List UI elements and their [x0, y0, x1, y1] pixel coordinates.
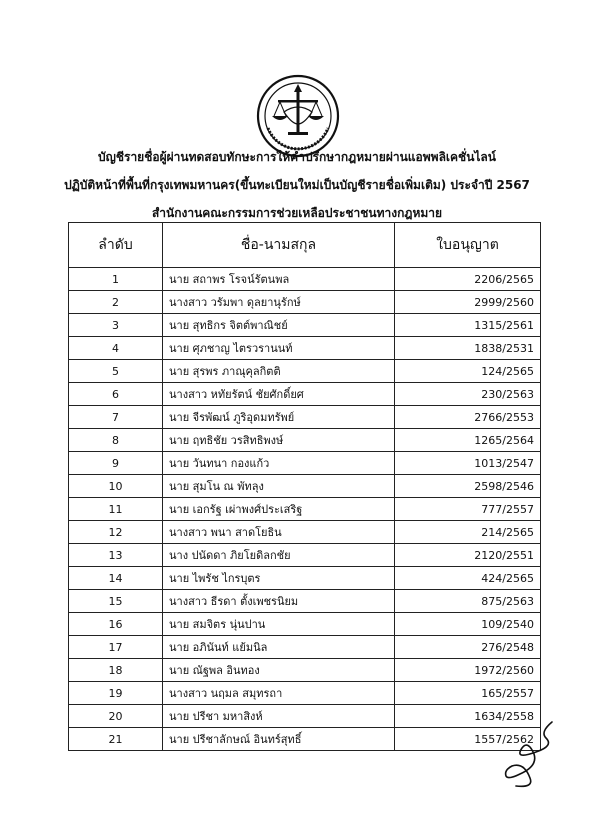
row-full-name: นางสาว นฤมล สมุทรถา [163, 682, 395, 705]
table-row [69, 705, 541, 728]
roster-table [68, 222, 541, 751]
row-license: 777/2557 [395, 498, 541, 521]
row-license: 1265/2564 [395, 429, 541, 452]
agency-seal-logo [254, 72, 342, 160]
scales-of-justice-seal-icon [254, 72, 342, 160]
table-row [69, 636, 541, 659]
row-full-name: นาย ไพรัช ไกรบุตร [163, 567, 395, 590]
row-number: 18 [69, 659, 163, 682]
row-full-name: นาย สถาพร โรจน์รัตนพล [163, 268, 395, 291]
table-row [69, 659, 541, 682]
row-number: 16 [69, 613, 163, 636]
row-number: 14 [69, 567, 163, 590]
document-title-line-2: ปฏิบัติหน้าที่พื้นที่กรุงเทพมหานคร(ขึ้นทะเบียนใหม่เป็นบัญชีรายชื่อเพิ่มเติม) ประจำปี 2567 [64, 178, 530, 192]
row-full-name: นางสาว หทัยรัตน์ ชัยศักดิ์ยศ [163, 383, 395, 406]
row-license: 2206/2565 [395, 268, 541, 291]
row-full-name: นาย สุมโน ณ พัทลุง [163, 475, 395, 498]
row-full-name: นาย จีรพัฒน์ ภูริอุดมทรัพย์ [163, 406, 395, 429]
row-number: 6 [69, 383, 163, 406]
row-full-name: นางสาว ธีรดา ตั้งเพชรนิยม [163, 590, 395, 613]
row-license: 1972/2560 [395, 659, 541, 682]
table-row [69, 475, 541, 498]
row-license: 1557/2562 [395, 728, 541, 751]
row-number: 4 [69, 337, 163, 360]
table-row [69, 498, 541, 521]
document-title-line-3: สำนักงานคณะกรรมการช่วยเหลือประชาชนทางกฎหมาย [151, 206, 443, 220]
table-row [69, 682, 541, 705]
table-row [69, 383, 541, 406]
table-row [69, 337, 541, 360]
row-number: 10 [69, 475, 163, 498]
row-number: 8 [69, 429, 163, 452]
column-header-license: ใบอนุญาต [395, 223, 541, 268]
column-header-number: ลำดับ [69, 223, 163, 268]
row-license: 124/2565 [395, 360, 541, 383]
row-license: 1634/2558 [395, 705, 541, 728]
row-full-name: นาย สุทธิกร จิตต์พาณิชย์ [163, 314, 395, 337]
row-number: 7 [69, 406, 163, 429]
row-full-name: นาย ปรีชาลักษณ์ อินทร์สุทธิ์ [163, 728, 395, 751]
table-row [69, 406, 541, 429]
signature-mark [500, 718, 558, 790]
row-full-name: นาย ศุภชาญ ไตรวรานนท์ [163, 337, 395, 360]
roster-table-body [69, 268, 541, 751]
row-full-name: นาย ณัฐพล อินทอง [163, 659, 395, 682]
row-number: 15 [69, 590, 163, 613]
table-row [69, 728, 541, 751]
row-number: 1 [69, 268, 163, 291]
row-full-name: นางสาว พนา สาดโยธิน [163, 521, 395, 544]
table-row [69, 613, 541, 636]
table-row [69, 567, 541, 590]
table-row [69, 590, 541, 613]
table-row [69, 291, 541, 314]
row-full-name: นาย ฤทธิชัย วรสิทธิพงษ์ [163, 429, 395, 452]
row-license: 2766/2553 [395, 406, 541, 429]
row-license: 230/2563 [395, 383, 541, 406]
row-full-name: นาย วันทนา กองแก้ว [163, 452, 395, 475]
row-license: 2120/2551 [395, 544, 541, 567]
row-license: 2999/2560 [395, 291, 541, 314]
row-number: 12 [69, 521, 163, 544]
row-license: 165/2557 [395, 682, 541, 705]
row-number: 17 [69, 636, 163, 659]
row-number: 2 [69, 291, 163, 314]
table-row [69, 521, 541, 544]
row-number: 9 [69, 452, 163, 475]
row-number: 11 [69, 498, 163, 521]
table-header-row [69, 223, 541, 268]
row-license: 1013/2547 [395, 452, 541, 475]
handwritten-signature [500, 718, 558, 790]
table-row [69, 452, 541, 475]
row-number: 5 [69, 360, 163, 383]
row-license: 1315/2561 [395, 314, 541, 337]
table-row [69, 314, 541, 337]
row-number: 20 [69, 705, 163, 728]
document-title-line-1: บัญชีรายชื่อผู้ผ่านทดสอบทักษะการให้คำปรึกษากฎหมายผ่านแอพพลิเคชั่นไลน์ [98, 150, 496, 164]
row-license: 109/2540 [395, 613, 541, 636]
row-number: 19 [69, 682, 163, 705]
row-number: 3 [69, 314, 163, 337]
row-license: 2598/2546 [395, 475, 541, 498]
row-full-name: นาง ปนัดดา ภิยโยดิลกชัย [163, 544, 395, 567]
row-license: 1838/2531 [395, 337, 541, 360]
row-license: 875/2563 [395, 590, 541, 613]
row-full-name: นางสาว วรัมพา ดุลยานุรักษ์ [163, 291, 395, 314]
row-full-name: นาย สุรพร ภาณุคุลกิตติ [163, 360, 395, 383]
row-full-name: นาย อภินันท์ แย้มนิล [163, 636, 395, 659]
row-license: 214/2565 [395, 521, 541, 544]
table-row [69, 268, 541, 291]
row-full-name: นาย สมจิตร นุ่นปาน [163, 613, 395, 636]
row-full-name: นาย ปรีชา มหาสิงห์ [163, 705, 395, 728]
row-number: 13 [69, 544, 163, 567]
row-license: 276/2548 [395, 636, 541, 659]
table-row [69, 544, 541, 567]
table-row [69, 360, 541, 383]
row-full-name: นาย เอกรัฐ เผ่าพงศ์ประเสริฐ [163, 498, 395, 521]
table-row [69, 429, 541, 452]
row-number: 21 [69, 728, 163, 751]
row-license: 424/2565 [395, 567, 541, 590]
column-header-name: ชื่อ-นามสกุล [163, 223, 395, 268]
